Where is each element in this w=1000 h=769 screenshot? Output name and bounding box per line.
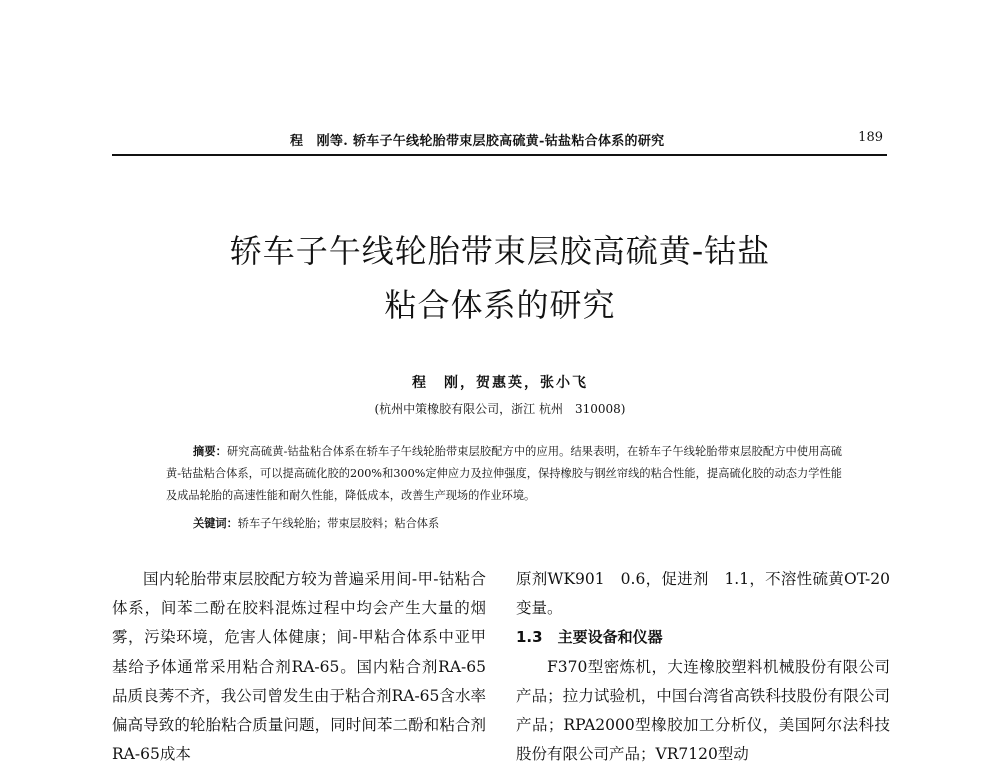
intro-paragraph: 国内轮胎带束层胶配方较为普遍采用间-甲-钴粘合体系，间苯二酚在胶料混炼过程中均会产生大量的烟雾，污染环境，危害人体健康；间-甲粘合体系中亚甲基给予体通常采用粘合剂RA-65。国内粘合剂RA-65品质良莠不齐，我公司曾发生由于粘合剂RA-65含水率偏高导致的轮胎粘合质量问题，同时间苯二酚和粘合剂RA-65成本 [112,570,486,764]
abstract-label: 摘要： [193,444,227,458]
paper-title-line-1: 轿车子午线轮胎带束层胶高硫黄-钴盐 [229,232,771,270]
running-header-title: 程 刚等. 轿车子午线轮胎带束层胶高硫黄-钴盐粘合体系的研究 [290,134,665,149]
equipment-paragraph: F370型密炼机，大连橡胶塑料机械股份有限公司产品；拉力试验机，中国台湾省高铁科技股份有限公司产品；RPA2000型橡胶加工分析仪，美国阿尔法科技股份有限公司产品；VR7120型动 [516,657,890,764]
running-header [112,126,887,156]
abstract [166,440,842,507]
abstract-text: 研究高硫黄-钴盐粘合体系在轿车子午线轮胎带束层胶配方中的应用。结果表明，在轿车子午线轮胎带束层胶配方中使用高硫黄-钴盐粘合体系，可以提高硫化胶的200%和300%定伸应力及拉伸强度，保持橡胶与钢丝帘线的粘合性能，提高硫化胶的动态力学性能及成品轮胎的高速性能和耐久性能，降低成本，改善生产现场的作业环境。 [166,445,842,502]
left-column [112,565,486,769]
author-list: 程 刚，贺惠英，张小飞 [412,375,588,391]
page-number: 189 [858,130,883,145]
section-heading-1-3: 1.3 主要设备和仪器 [516,628,663,647]
keywords-text: 轿车子午线轮胎；带束层胶料；粘合体系 [237,517,440,530]
paper-title-line-2: 粘合体系的研究 [384,286,616,324]
keywords-label: 关键词： [193,516,238,530]
keywords [193,512,843,535]
affiliation: (杭州中策橡胶有限公司，浙江 杭州 310008) [374,402,626,416]
formula-continuation-paragraph: 原剂WK901 0.6，促进剂 1.1，不溶性硫黄OT-20 变量。 [516,570,906,618]
right-column [516,565,906,769]
